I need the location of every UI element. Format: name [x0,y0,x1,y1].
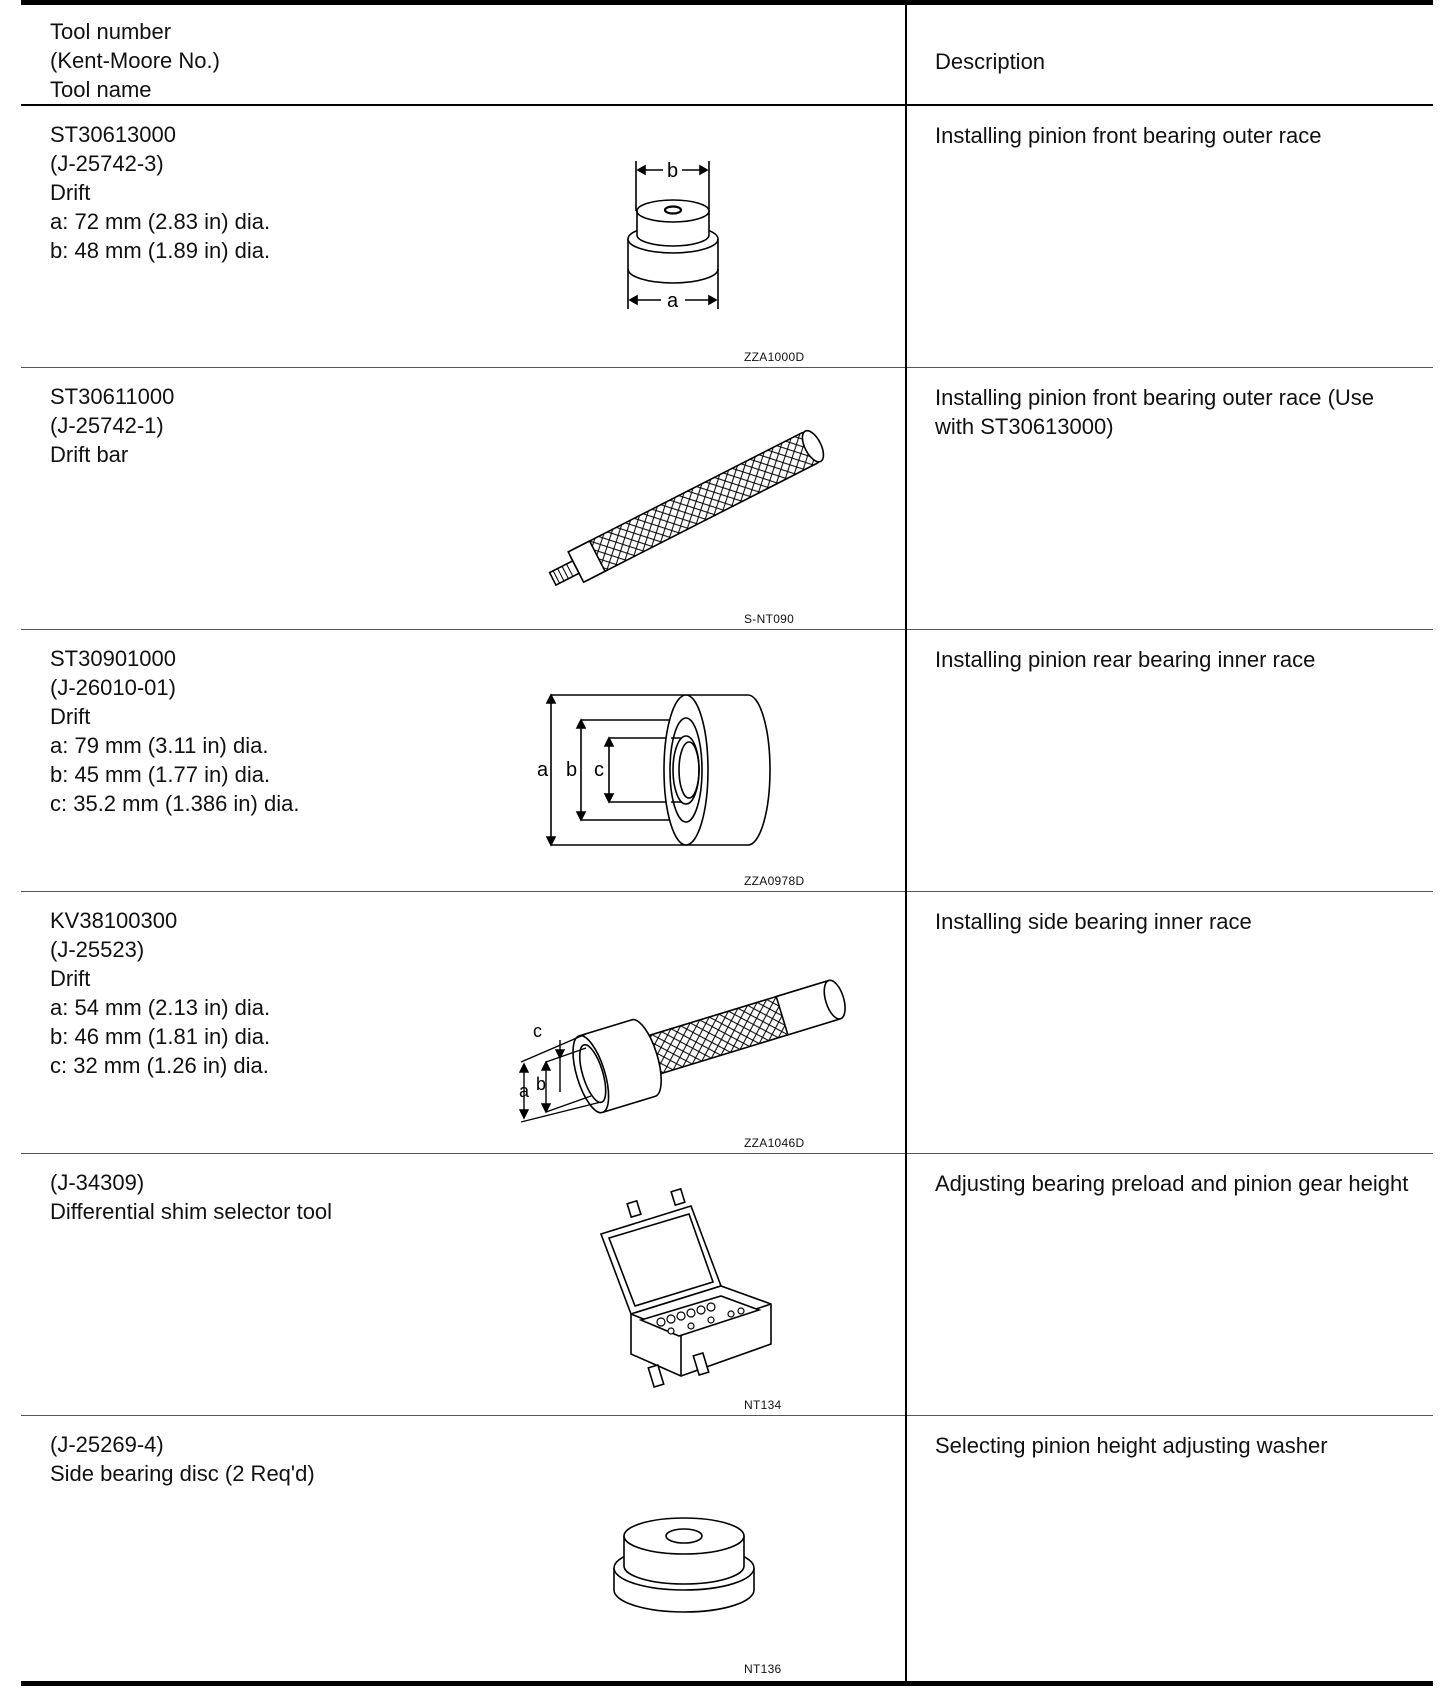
kent-moore-number: (J-25742-3) [50,151,164,176]
description-cell [906,368,1433,630]
label-c: c [594,759,604,781]
tool-description: Adjusting bearing preload and pinion gear height [935,1171,1409,1196]
special-tools-sheet [21,0,1431,1686]
tool-description: Installing pinion front bearing outer race [935,123,1322,148]
table-header-row [21,3,1433,106]
drift-illustration [537,690,811,850]
header-tool-number: Tool number [50,19,172,44]
drift-illustration [516,952,856,1122]
header-tool-name: Tool name [50,77,152,102]
header-description-column [906,3,1433,106]
tool-description: Selecting pinion height adjusting washer [935,1433,1328,1458]
kent-moore-number: (J-25269-4) [50,1432,164,1457]
tool-number: ST30613000 [50,122,176,147]
dimension-c: c: 35.2 mm (1.386 in) dia. [50,791,300,816]
label-a: a [537,759,549,781]
tool-name: Drift [50,704,91,729]
description-cell [906,1416,1433,1684]
header-tool-column [21,3,906,106]
figure-code: NT134 [744,1398,782,1412]
label-b: b [536,1074,547,1094]
label-b: b [566,759,578,781]
table-row [21,1154,1433,1416]
drift-bar-illustration [534,438,854,578]
dimension-b: b: 46 mm (1.81 in) dia. [50,1024,271,1049]
drift-illustration [621,151,731,311]
header-description: Description [935,49,1046,74]
table-row [21,368,1433,630]
shim-selector-case-illustration [591,1194,801,1394]
tool-number: ST30901000 [50,646,176,671]
dimension-b: b: 48 mm (1.89 in) dia. [50,238,271,263]
tool-cell [21,1416,906,1684]
dimension-c: c: 32 mm (1.26 in) dia. [50,1053,269,1078]
tool-name: Differential shim selector tool [50,1199,333,1224]
tool-cell [21,892,906,1154]
label-a: a [519,1081,530,1101]
tool-cell [21,105,906,368]
tool-number: ST30611000 [50,384,175,409]
dimension-a: a: 72 mm (2.83 in) dia. [50,209,271,234]
special-tools-table [21,0,1433,1686]
table-row [21,630,1433,892]
label-c: c [533,1021,542,1041]
figure-code: NT136 [744,1662,782,1676]
tool-name: Drift bar [50,442,129,467]
header-kent-moore-no: (Kent-Moore No.) [50,48,220,73]
figure-code: S-NT090 [744,612,795,626]
figure-code: ZZA1046D [744,1136,805,1150]
dimension-a: a: 54 mm (2.13 in) dia. [50,995,271,1020]
kent-moore-number: (J-26010-01) [50,675,176,700]
table-row [21,892,1433,1154]
tool-name: Drift [50,180,91,205]
kent-moore-number: (J-34309) [50,1170,145,1195]
tool-description: Installing pinion rear bearing inner race [935,647,1316,672]
figure-code: ZZA0978D [744,874,805,888]
description-cell [906,892,1433,1154]
tool-cell [21,368,906,630]
tool-description: Installing pinion front bearing outer race (Use with ST30613000) [935,385,1375,439]
tool-name: Side bearing disc (2 Req'd) [50,1461,315,1486]
tool-cell [21,1154,906,1416]
description-cell [906,1154,1433,1416]
table-row [21,105,1433,368]
dimension-a: a: 79 mm (3.11 in) dia. [50,733,269,758]
tool-number: KV38100300 [50,908,178,933]
tool-cell [21,630,906,892]
dimension-b: b: 45 mm (1.77 in) dia. [50,762,271,787]
kent-moore-number: (J-25742-1) [50,413,164,438]
label-a: a [667,290,679,312]
figure-code: ZZA1000D [744,350,805,364]
side-bearing-disc-illustration [609,1506,759,1616]
description-cell [906,105,1433,368]
tool-description: Installing side bearing inner race [935,909,1252,934]
label-b: b [667,160,679,182]
kent-moore-number: (J-25523) [50,937,145,962]
table-row [21,1416,1433,1684]
description-cell [906,630,1433,892]
tool-name: Drift [50,966,91,991]
